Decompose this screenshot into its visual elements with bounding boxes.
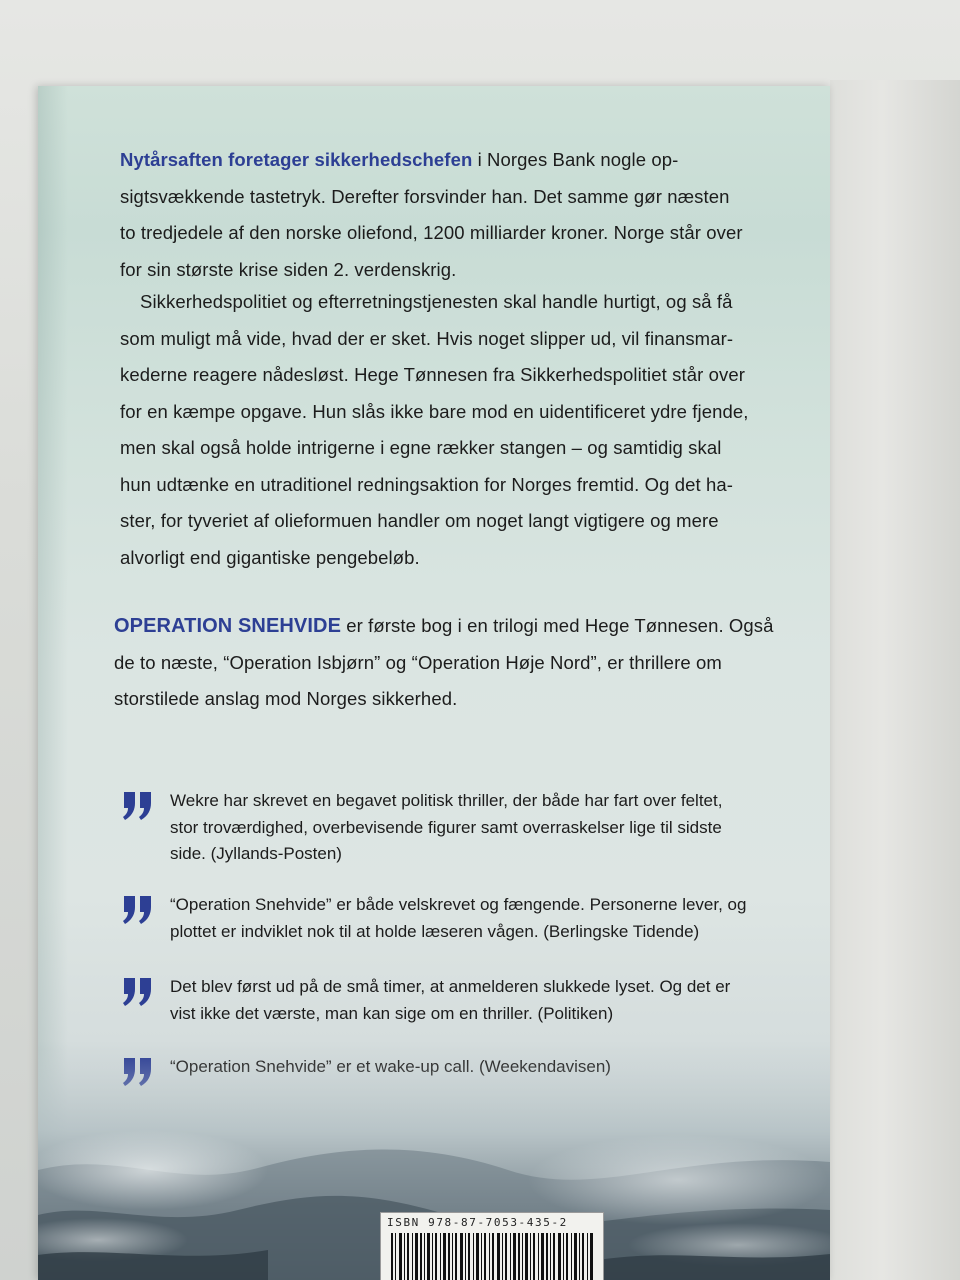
intro-paragraph <box>120 142 743 288</box>
story-line-6: hun udtænke en utraditionel redningsaktion for Norges fremtid. Og det ha- <box>120 473 734 495</box>
story-paragraph <box>120 284 749 576</box>
barcode-bars <box>389 1233 595 1280</box>
quote-line: plottet er indviklet nok til at holde læseren vågen. (Berlingske Tidende) <box>170 921 700 941</box>
quote-line: Det blev først ud på de små timer, at anmelderen slukkede lyset. Og det er <box>170 977 731 996</box>
isbn-barcode <box>380 1212 604 1280</box>
trilogy-line-1 <box>114 608 774 645</box>
story-line-7: ster, for tyveriet af olieformuen handler om noget langt vigtigere og mere <box>120 510 719 531</box>
quote-mark-icon <box>120 788 154 824</box>
quote-text <box>170 892 746 945</box>
quote-line: vist ikke det værste, man kan sige om en thriller. (Politiken) <box>170 1003 614 1023</box>
book-page-edges <box>830 80 960 1280</box>
intro-lead: Nytårsaften foretager sikkerhedschefen <box>120 149 473 170</box>
story-line-8: alvorligt end gigantiske pengebeløb. <box>120 546 420 568</box>
trilogy-line-3: storstilede anslag mod Norges sikkerhed. <box>114 688 458 709</box>
book-back-cover <box>38 86 830 1280</box>
isbn-number: ISBN 978-87-7053-435-2 <box>387 1216 568 1229</box>
story-line-2: som muligt må vide, hvad der er sket. Hvis noget slipper ud, vil finansmar- <box>120 327 734 349</box>
quote-text <box>170 788 722 868</box>
quote-line: “Operation Snehvide” er både velskrevet og fængende. Personerne lever, og <box>170 895 747 914</box>
trilogy-line-1-rest: er første bog i en trilogi med Hege Tønnesen. Også <box>346 615 774 636</box>
book-title: OPERATION SNEHVIDE <box>114 615 342 637</box>
story-line-3: kederne reagere nådesløst. Hege Tønnesen fra Sikkerhedspolitiet står over <box>120 364 745 385</box>
quote-text <box>170 974 730 1027</box>
trilogy-line-2: de to næste, “Operation Isbjørn” og “Operation Høje Nord”, er thrillere om <box>114 651 722 673</box>
trilogy-paragraph <box>114 608 774 718</box>
quote-line: Wekre har skrevet en begavet politisk thriller, der både har fart over feltet, <box>170 791 723 810</box>
intro-line-1-rest: i Norges Bank nogle op- <box>477 149 679 170</box>
intro-line-4: for sin største krise siden 2. verdenskrig. <box>120 258 457 280</box>
story-line-4: for en kæmpe opgave. Hun slås ikke bare mod en uidentificeret ydre fjende, <box>120 400 749 422</box>
quote-mark-icon <box>120 892 154 928</box>
quote-line: side. (Jyllands-Posten) <box>170 844 342 863</box>
intro-line-2: sigtsvækkende tastetryk. Derefter forsvinder han. Det samme gør næsten <box>120 185 730 207</box>
story-line-5: men skal også holde intrigerne i egne rækker stangen – og samtidig skal <box>120 437 722 458</box>
quote-line: stor troværdighed, overbevisende figurer samt overraskelser lige til sidste <box>170 817 722 837</box>
story-line-1: Sikkerhedspolitiet og efterretningstjenesten skal handle hurtigt, og så få <box>140 291 733 312</box>
intro-line-3: to tredjedele af den norske oliefond, 1200 milliarder kroner. Norge står over <box>120 222 743 243</box>
quote-mark-icon <box>120 974 154 1010</box>
intro-line-1 <box>120 142 743 179</box>
